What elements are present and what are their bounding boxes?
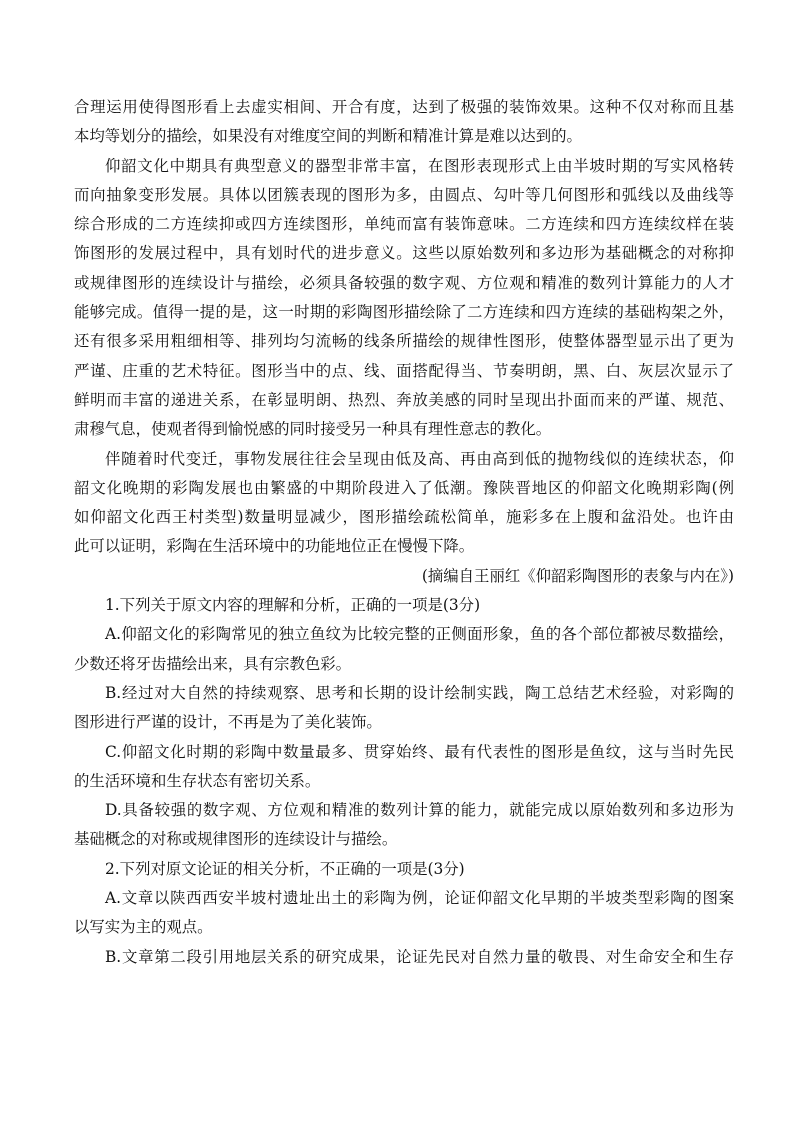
text-line-5: 综合形成的二方连续抑或四方连续图形，单纯而富有装饰意味。二方连续和四方连续纹样在装 (74, 215, 734, 234)
document-page (74, 93, 734, 972)
question-1-option-b-cont: 图形进行严谨的设计，不再是为了美化装饰。 (74, 713, 382, 732)
question-1-stem: 1.下列关于原文内容的理解和分析，正确的一项是(3分) (105, 596, 481, 615)
text-line-4: 而向抽象变形发展。具体以团簇表现的图形为多，由圆点、勾叶等几何图形和弧线以及曲线等 (74, 185, 734, 204)
question-1-option-c-cont: 的生活环境和生存状态有密切关系。 (74, 771, 321, 790)
text-line-15: 如仰韶文化西王村类型)数量明显减少，图形描绘疏松简单，施彩多在上腹和盆沿处。也许由 (74, 508, 734, 527)
text-line-9: 还有很多采用粗细相等、排列均匀流畅的线条所描绘的规律性图形，使整体器型显示出了更为 (74, 332, 734, 351)
text-line-8: 能够完成。值得一提的是，这一时期的彩陶图形描绘除了二方连续和四方连续的基础构架之外， (74, 303, 734, 322)
question-1-option-a-cont: 少数还将牙齿描绘出来，具有宗教色彩。 (74, 654, 352, 673)
text-line-11: 鲜明而丰富的递进关系，在彰显明朗、热烈、奔放美感的同时呈现出扑面而来的严谨、规范、 (74, 390, 734, 409)
question-2-option-a-cont: 以写实为主的观点。 (74, 918, 213, 937)
text-line-16: 此可以证明，彩陶在生活环境中的功能地位正在慢慢下降。 (74, 537, 475, 556)
text-line-1: 合理运用使得图形看上去虚实相间、开合有度，达到了极强的装饰效果。这种不仅对称而且基 (74, 98, 734, 116)
text-line-7: 或规律图形的连续设计与描绘，必须具备较强的数字观、方位观和精准的数列计算能力的人才 (74, 273, 734, 292)
source-citation: (摘编自王丽红《仰韶彩陶图形的表象与内在》) (421, 566, 734, 585)
question-2-stem: 2.下列对原文论证的相关分析，不正确的一项是(3分) (105, 859, 465, 878)
text-line-10: 严谨、庄重的艺术特征。图形当中的点、线、面搭配得当、节奏明朗，黑、白、灰层次显示了 (74, 361, 734, 380)
text-line-3: 仰韶文化中期具有典型意义的器型非常丰富，在图形表现形式上由半坡时期的写实风格转 (105, 156, 734, 175)
question-1-option-d: D.具备较强的数字观、方位观和精准的数列计算的能力，就能完成以原始数列和多边形为 (105, 801, 734, 820)
text-line-6: 饰图形的发展过程中，具有划时代的进步意义。这些以原始数列和多边形为基础概念的对称抑 (74, 244, 734, 263)
question-1-option-c: C.仰韶文化时期的彩陶中数量最多、贯穿始终、最有代表性的图形是鱼纹，这与当时先民 (105, 742, 734, 761)
question-2-option-b: B.文章第二段引用地层关系的研究成果，论证先民对自然力量的敬畏、对生命安全和生存 (105, 947, 734, 966)
text-line-13: 伴随着时代变迁，事物发展往往会呈现由低及高、再由高到低的抛物线似的连续状态，仰 (105, 449, 734, 468)
question-1-option-d-cont: 基础概念的对称或规律图形的连续设计与描绘。 (74, 830, 398, 849)
text-line-12: 肃穆气息，使观者得到愉悦感的同时接受另一种具有理性意志的教化。 (74, 420, 552, 439)
question-1-option-b: B.经过对大自然的持续观察、思考和长期的设计绘制实践，陶工总结艺术经验，对彩陶的 (105, 683, 734, 702)
question-2-option-a: A.文章以陕西西安半坡村遗址出土的彩陶为例，论证仰韶文化早期的半坡类型彩陶的图案 (105, 889, 734, 908)
text-line-2: 本均等划分的描绘，如果没有对维度空间的判断和精准计算是难以达到的。 (74, 127, 582, 146)
text-line-14: 韶文化晚期的彩陶发展也由繁盛的中期阶段进入了低潮。豫陕晋地区的仰韶文化晚期彩陶(例 (74, 478, 734, 497)
question-1-option-a: A.仰韶文化的彩陶常见的独立鱼纹为比较完整的正侧面形象，鱼的各个部位都被尽数描绘， (105, 625, 734, 644)
